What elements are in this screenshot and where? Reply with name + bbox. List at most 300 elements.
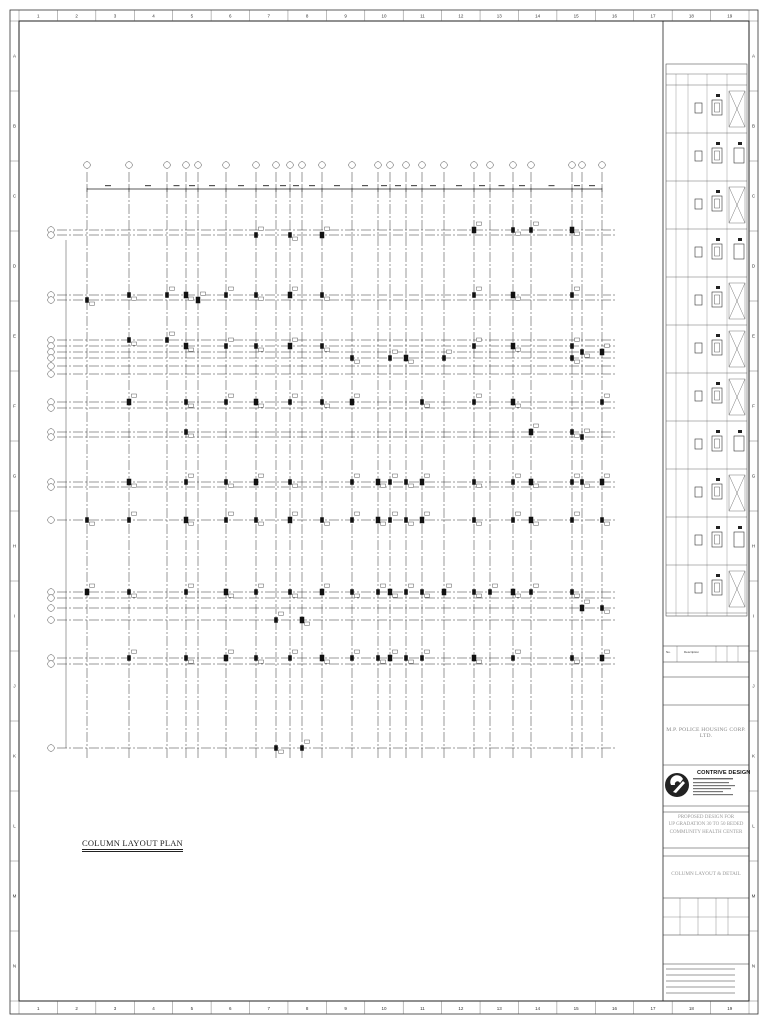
dimension-text-mark xyxy=(145,185,151,186)
column-marker xyxy=(529,479,534,486)
column-section-icon xyxy=(716,382,720,385)
border-number-bottom: 15 xyxy=(573,1006,579,1011)
column-marker xyxy=(472,227,477,234)
column-marker xyxy=(224,292,228,298)
column-tag xyxy=(493,584,498,587)
border-letter-left: D xyxy=(12,263,17,269)
column-marker xyxy=(288,399,292,405)
column-tag xyxy=(425,404,430,407)
column-marker xyxy=(184,655,188,661)
column-marker xyxy=(570,355,574,361)
column-marker xyxy=(472,517,476,523)
column-marker xyxy=(224,655,229,662)
grid-bubble-top xyxy=(403,162,410,169)
border-letter-right: B xyxy=(751,123,756,129)
column-tag xyxy=(585,429,590,432)
column-tag xyxy=(516,512,521,515)
border-number-bottom: 9 xyxy=(344,1006,347,1011)
column-tag xyxy=(516,404,521,407)
column-marker xyxy=(127,337,131,343)
column-marker xyxy=(320,589,325,596)
border-number-top: 7 xyxy=(267,13,270,19)
dimension-text-mark xyxy=(189,185,195,186)
grid-bubble-top xyxy=(253,162,260,169)
border-letter-right: N xyxy=(751,963,756,969)
column-marker xyxy=(442,355,446,361)
column-tag xyxy=(259,584,264,587)
column-tag xyxy=(534,484,539,487)
column-tag xyxy=(325,404,330,407)
column-tag xyxy=(516,297,521,300)
border-letter-left: J xyxy=(13,683,16,689)
column-marker xyxy=(288,517,293,524)
column-marker xyxy=(472,343,476,349)
column-tag xyxy=(293,484,298,487)
column-tag xyxy=(605,610,610,613)
column-marker xyxy=(274,617,278,623)
column-tag xyxy=(279,612,284,615)
column-tag xyxy=(305,740,310,743)
column-section-icon xyxy=(695,391,702,401)
column-tag xyxy=(393,474,398,477)
column-marker xyxy=(320,655,325,662)
column-tag xyxy=(477,287,482,290)
border-number-bottom: 5 xyxy=(190,1006,194,1011)
column-marker xyxy=(350,589,354,595)
column-tag xyxy=(605,650,610,653)
column-section-icon xyxy=(715,583,720,592)
dimension-text-mark xyxy=(430,185,436,186)
border-letter-right: D xyxy=(751,263,756,269)
border-number-bottom: 12 xyxy=(458,1006,464,1011)
column-tag xyxy=(170,287,175,290)
grid-bubble-left xyxy=(48,371,55,378)
column-tag xyxy=(325,348,330,351)
column-marker xyxy=(127,517,131,523)
column-tag xyxy=(189,297,194,300)
column-marker xyxy=(184,479,188,485)
column-tag xyxy=(477,484,482,487)
column-marker xyxy=(224,589,229,596)
dimension-text-mark xyxy=(589,185,595,186)
border-number-top: 13 xyxy=(496,13,502,19)
column-marker xyxy=(288,232,292,238)
border-letter-left: M xyxy=(12,893,17,899)
column-section-icon xyxy=(715,199,720,208)
column-tag xyxy=(575,338,580,341)
column-marker xyxy=(300,745,304,751)
column-tag xyxy=(605,344,610,347)
column-marker xyxy=(224,517,228,523)
border-number-bottom: 13 xyxy=(496,1006,502,1011)
grid-bubble-left xyxy=(48,589,55,596)
column-marker xyxy=(196,297,201,304)
column-marker xyxy=(580,605,585,612)
column-tag xyxy=(355,394,360,397)
column-tag xyxy=(575,474,580,477)
border-number-bottom: 2 xyxy=(75,1006,78,1011)
column-marker xyxy=(570,343,574,349)
column-tag xyxy=(355,360,360,363)
border-number-bottom: 14 xyxy=(535,1006,541,1011)
grid-bubble-left xyxy=(48,434,55,441)
column-marker xyxy=(85,589,90,596)
column-marker xyxy=(529,517,534,524)
column-marker xyxy=(254,517,258,523)
grid-bubble-left xyxy=(48,343,55,350)
dimension-text-mark xyxy=(381,185,387,186)
project-line-2: UP GRADATION 30 TO 50 BEDED xyxy=(668,822,744,828)
column-marker xyxy=(529,429,534,436)
column-marker xyxy=(580,479,584,485)
column-marker xyxy=(254,655,258,661)
border-number-top: 16 xyxy=(612,13,618,19)
column-tag xyxy=(381,584,386,587)
grid-bubble-top xyxy=(569,162,576,169)
border-number-bottom: 8 xyxy=(305,1006,309,1011)
column-tag xyxy=(229,594,234,597)
border-number-top: 17 xyxy=(650,13,656,19)
column-section-icon xyxy=(695,247,702,257)
column-marker xyxy=(570,655,574,661)
border-number-top: 2 xyxy=(75,13,78,19)
column-tag xyxy=(170,332,175,335)
grid-bubble-left xyxy=(48,605,55,612)
column-tag xyxy=(201,292,206,295)
column-section-icon xyxy=(715,151,720,160)
column-tag xyxy=(425,474,430,477)
column-marker xyxy=(288,589,292,595)
column-marker xyxy=(511,292,516,299)
column-tag xyxy=(293,594,298,597)
column-tag xyxy=(325,297,330,300)
column-tag xyxy=(229,287,234,290)
border-letter-left: I xyxy=(13,613,16,619)
column-marker xyxy=(600,479,605,486)
grid-bubble-left xyxy=(48,617,55,624)
grid-bubble-top xyxy=(223,162,230,169)
border-letter-left: C xyxy=(12,193,17,199)
column-tag xyxy=(575,232,580,235)
dimension-text-mark xyxy=(174,185,180,186)
grid-bubble-top xyxy=(126,162,133,169)
column-marker xyxy=(254,292,258,298)
column-section-icon xyxy=(716,142,720,145)
column-tag xyxy=(189,660,194,663)
client-name: M.P. POLICE HOUSING CORP. LTD. xyxy=(666,727,746,739)
column-tag xyxy=(293,287,298,290)
column-marker xyxy=(388,479,392,485)
grid-bubble-top xyxy=(287,162,294,169)
column-tag xyxy=(132,594,137,597)
column-tag xyxy=(409,660,414,663)
column-marker xyxy=(376,655,380,661)
column-tag xyxy=(189,404,194,407)
schedule-table-border xyxy=(666,64,747,616)
column-marker xyxy=(570,589,574,595)
dimension-text-mark xyxy=(456,185,462,186)
column-tag xyxy=(585,484,590,487)
border-letter-right: M xyxy=(751,893,756,899)
column-tag xyxy=(189,348,194,351)
grid-bubble-top xyxy=(164,162,171,169)
column-tag xyxy=(293,394,298,397)
column-tag xyxy=(393,594,398,597)
column-tag xyxy=(575,594,580,597)
border-number-top: 8 xyxy=(305,13,309,19)
border-number-bottom: 16 xyxy=(612,1006,618,1011)
column-marker xyxy=(320,517,324,523)
column-tag xyxy=(279,750,284,753)
column-marker xyxy=(600,517,604,523)
column-section-icon xyxy=(716,574,720,577)
column-marker xyxy=(600,655,605,662)
grid-bubble-left xyxy=(48,337,55,344)
column-marker xyxy=(127,479,132,486)
column-section-icon xyxy=(695,439,702,449)
border-number-top: 1 xyxy=(36,13,40,19)
column-marker xyxy=(570,429,574,435)
column-tag xyxy=(132,512,137,515)
grid-bubble-left xyxy=(48,349,55,356)
border-letter-right: K xyxy=(751,753,756,759)
border-number-bottom: 10 xyxy=(381,1006,387,1011)
column-tag xyxy=(516,650,521,653)
grid-bubble-top xyxy=(273,162,280,169)
project-line-1: PROPOSED DESIGN FOR xyxy=(677,815,735,820)
column-marker xyxy=(224,399,228,405)
grid-bubble-left xyxy=(48,399,55,406)
column-tag xyxy=(534,584,539,587)
dimension-text-mark xyxy=(280,185,286,186)
column-marker xyxy=(288,292,293,299)
border-number-bottom: 3 xyxy=(113,1006,117,1011)
border-number-bottom: 18 xyxy=(688,1006,694,1011)
column-marker xyxy=(127,399,132,406)
column-tag xyxy=(325,660,330,663)
grid-bubble-left xyxy=(48,363,55,370)
column-marker xyxy=(420,655,424,661)
column-section-icon xyxy=(695,103,702,113)
dimension-text-mark xyxy=(238,185,244,186)
grid-bubble-left xyxy=(48,517,55,524)
column-section-icon xyxy=(695,343,702,353)
column-section-icon xyxy=(695,583,702,593)
column-tag xyxy=(447,584,452,587)
column-section-icon xyxy=(695,487,702,497)
column-section-icon xyxy=(716,430,720,433)
grid-bubble-left xyxy=(48,232,55,239)
column-tag xyxy=(189,522,194,525)
column-tag xyxy=(477,594,482,597)
column-tag xyxy=(409,360,414,363)
column-marker xyxy=(511,227,515,233)
column-section-icon xyxy=(712,100,722,115)
column-section-icon xyxy=(712,148,722,163)
column-tag xyxy=(409,584,414,587)
column-marker xyxy=(254,343,258,349)
consultant-name: CONTRIVE DESIGN xyxy=(697,770,751,776)
column-marker xyxy=(300,617,305,624)
column-tag xyxy=(355,650,360,653)
column-marker xyxy=(184,343,189,350)
column-tag xyxy=(293,237,298,240)
column-marker xyxy=(350,399,355,406)
border-letter-right: E xyxy=(751,333,756,339)
column-marker xyxy=(511,655,515,661)
column-section-icon xyxy=(712,532,722,547)
border-number-top: 9 xyxy=(344,13,347,19)
column-marker xyxy=(127,292,131,298)
column-section-icon xyxy=(734,244,744,259)
grid-bubble-top xyxy=(510,162,517,169)
column-section-icon xyxy=(712,244,722,259)
column-marker xyxy=(511,343,516,350)
column-tag xyxy=(393,350,398,353)
column-tag xyxy=(132,484,137,487)
column-marker xyxy=(404,355,409,362)
column-section-icon xyxy=(695,199,702,209)
dimension-text-mark xyxy=(549,185,555,186)
dimension-text-mark xyxy=(209,185,215,186)
column-marker xyxy=(320,399,324,405)
column-tag xyxy=(189,584,194,587)
column-tag xyxy=(516,348,521,351)
column-tag xyxy=(132,394,137,397)
border-letter-right: J xyxy=(752,683,755,689)
column-tag xyxy=(355,474,360,477)
grid-bubble-top xyxy=(84,162,91,169)
column-marker xyxy=(472,589,476,595)
column-tag xyxy=(293,512,298,515)
column-marker xyxy=(184,517,189,524)
column-tag xyxy=(425,650,430,653)
column-section-icon xyxy=(716,190,720,193)
column-tag xyxy=(355,594,360,597)
border-letter-left: F xyxy=(13,403,16,409)
column-tag xyxy=(477,338,482,341)
column-tag xyxy=(409,522,414,525)
column-marker xyxy=(85,517,89,523)
column-marker xyxy=(184,399,188,405)
grid-bubble-top xyxy=(349,162,356,169)
column-section-icon xyxy=(738,142,742,145)
column-marker xyxy=(472,292,476,298)
column-tag xyxy=(605,394,610,397)
border-number-top: 5 xyxy=(190,13,194,19)
border-letter-left: K xyxy=(12,753,17,759)
column-marker xyxy=(511,399,516,406)
column-marker xyxy=(165,292,169,298)
column-marker xyxy=(570,517,574,523)
drawing-title: COLUMN LAYOUT & DETAIL xyxy=(671,871,741,877)
column-tag xyxy=(132,650,137,653)
column-section-icon xyxy=(738,238,742,241)
border-number-bottom: 11 xyxy=(420,1006,425,1011)
column-tag xyxy=(229,650,234,653)
column-tag xyxy=(325,227,330,230)
column-tag xyxy=(477,222,482,225)
column-tag xyxy=(447,350,452,353)
border-number-top: 4 xyxy=(152,13,155,19)
border-letter-left: H xyxy=(12,543,17,549)
column-section-icon xyxy=(715,295,720,304)
column-section-icon xyxy=(734,436,744,451)
border-number-top: 14 xyxy=(535,13,541,19)
column-tag xyxy=(90,522,95,525)
column-marker xyxy=(320,292,324,298)
column-marker xyxy=(404,589,408,595)
column-section-icon xyxy=(738,430,742,433)
dimension-text-mark xyxy=(574,185,580,186)
column-tag xyxy=(189,474,194,477)
border-number-top: 18 xyxy=(688,13,694,19)
column-marker xyxy=(254,232,258,238)
border-number-top: 10 xyxy=(381,13,387,19)
column-tag xyxy=(259,348,264,351)
border-letter-left: G xyxy=(12,473,17,479)
column-tag xyxy=(393,650,398,653)
column-section-icon xyxy=(716,238,720,241)
column-marker xyxy=(388,517,392,523)
column-section-icon xyxy=(712,484,722,499)
column-marker xyxy=(127,655,131,661)
border-number-bottom: 6 xyxy=(229,1006,232,1011)
column-marker xyxy=(388,355,392,361)
column-tag xyxy=(189,434,194,437)
border-letter-left: E xyxy=(12,333,17,339)
column-marker xyxy=(288,479,292,485)
border-letter-right: G xyxy=(751,473,756,479)
border-letter-left: N xyxy=(12,963,17,969)
column-section-icon xyxy=(715,439,720,448)
column-tag xyxy=(393,512,398,515)
column-marker xyxy=(376,589,380,595)
dimension-text-mark xyxy=(411,185,417,186)
dimension-text-mark xyxy=(519,185,525,186)
border-number-bottom: 7 xyxy=(267,1006,270,1011)
column-tag xyxy=(229,394,234,397)
column-tag xyxy=(229,338,234,341)
column-tag xyxy=(325,584,330,587)
grid-bubble-top xyxy=(387,162,394,169)
column-tag xyxy=(259,297,264,300)
column-tag xyxy=(575,434,580,437)
column-section-icon xyxy=(712,340,722,355)
column-marker xyxy=(511,517,515,523)
grid-bubble-left xyxy=(48,405,55,412)
column-tag xyxy=(534,424,539,427)
grid-bubble-left xyxy=(48,655,55,662)
column-marker xyxy=(570,292,574,298)
column-tag xyxy=(381,660,386,663)
border-letter-right: A xyxy=(751,53,756,59)
grid-bubble-top xyxy=(599,162,606,169)
dimension-text-mark xyxy=(309,185,315,186)
dimension-text-mark xyxy=(105,185,111,186)
column-section-icon xyxy=(715,535,720,544)
column-marker xyxy=(184,429,188,435)
column-marker xyxy=(388,655,393,662)
column-tag xyxy=(259,474,264,477)
column-tag xyxy=(534,522,539,525)
border-number-bottom: 1 xyxy=(36,1006,40,1011)
column-marker xyxy=(600,399,604,405)
column-marker xyxy=(274,745,278,751)
sheet-outer-border xyxy=(10,10,758,1014)
border-number-top: 15 xyxy=(573,13,579,19)
column-marker xyxy=(600,349,605,356)
